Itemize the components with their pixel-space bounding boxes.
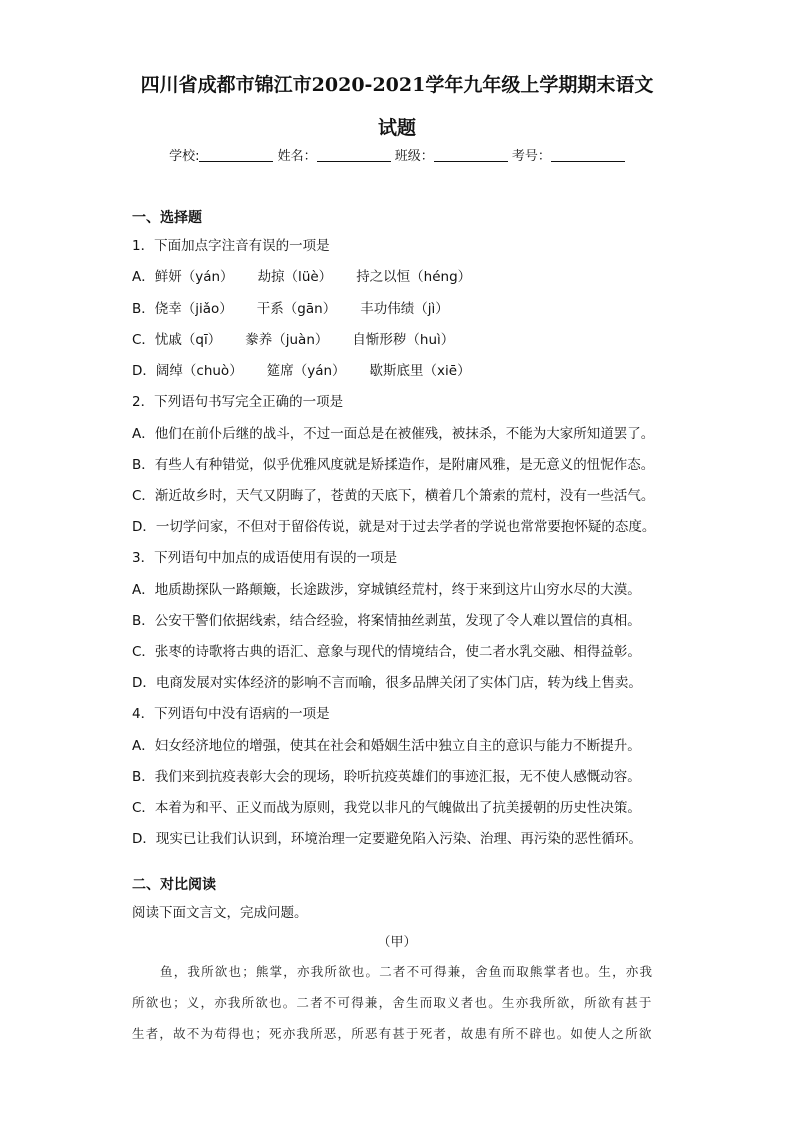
- question-3-stem: 3．下列语句中加点的成语使用有误的一项是: [132, 550, 398, 566]
- q3-option-b[interactable]: B．公安干警们依据线索，结合经验，将案情抽丝剥茧，发现了令人难以置信的真相。: [132, 613, 641, 629]
- q2-option-b[interactable]: B．有些人有种错觉，似乎优雅风度就是矫揉造作，是附庸风雅，是无意义的忸怩作态。: [132, 457, 655, 473]
- section-heading-choice: 一、选择题: [132, 210, 202, 226]
- q4-option-c[interactable]: C．本着为和平、正义而战为原则，我党以非凡的气魄做出了抗美援朝的历史性决策。: [132, 800, 641, 816]
- section-heading-reading: 二、对比阅读: [132, 877, 216, 893]
- passage-subtitle: （甲）: [377, 935, 417, 950]
- passage-line-1: 鱼，我所欲也；熊掌，亦我所欲也。二者不可得兼，舍鱼而取熊掌者也。生，亦我: [160, 964, 654, 979]
- class-blank[interactable]: [434, 149, 508, 162]
- page-title-line1: 四川省成都市锦江市2020-2021学年九年级上学期期末语文: [140, 74, 654, 96]
- q1-option-c[interactable]: C．忧戚（qī） 豢养（juàn） 自惭形秽（huì）: [132, 332, 455, 348]
- school-label: 学校:: [169, 149, 200, 164]
- number-label: 考号：: [511, 149, 551, 164]
- q4-option-a[interactable]: A．妇女经济地位的增强，使其在社会和婚姻生活中独立自主的意识与能力不断提升。: [132, 738, 641, 754]
- q1-option-a[interactable]: A．鲜妍（yán） 劫掠（lüè） 持之以恒（héng）: [132, 269, 472, 285]
- page-title-line2: 试题: [377, 117, 416, 139]
- q4-option-d[interactable]: D．现实已让我们认识到，环境治理一定要避免陷入污染、治理、再污染的恶性循环。: [132, 831, 642, 847]
- q2-option-d[interactable]: D．一切学问家，不但对于留俗传说，就是对于过去学者的学说也常常要抱怀疑的态度。: [132, 519, 656, 535]
- question-1-stem: 1．下面加点字注音有误的一项是: [132, 238, 330, 254]
- school-blank[interactable]: [199, 149, 273, 162]
- q3-option-d[interactable]: D．电商发展对实体经济的影响不言而喻，很多品牌关闭了实体门店，转为线上售卖。: [132, 675, 642, 691]
- q3-option-a[interactable]: A．地质勘探队一路颠簸，长途跋涉，穿城镇经荒村，终于来到这片山穷水尽的大漠。: [132, 582, 641, 598]
- q3-option-c[interactable]: C．张枣的诗歌将古典的语汇、意象与现代的情境结合，使二者水乳交融、相得益彰。: [132, 644, 641, 660]
- number-blank[interactable]: [551, 149, 625, 162]
- passage-line-3: 生者，故不为苟得也；死亦我所恶，所恶有甚于死者，故患有所不辟也。如使人之所欲: [132, 1026, 653, 1041]
- q2-option-a[interactable]: A．他们在前仆后继的战斗，不过一面总是在被催残，被抹杀，不能为大家所知道罢了。: [132, 426, 655, 442]
- q1-option-b[interactable]: B．侥幸（jiǎo） 干系（gān） 丰功伟绩（jì）: [132, 301, 449, 317]
- reading-instruction: 阅读下面文言文，完成问题。: [132, 905, 308, 921]
- class-label: 班级：: [394, 149, 434, 164]
- student-info-row: [0, 145, 794, 164]
- passage-line-2: 所欲也；义，亦我所欲也。二者不可得兼，舍生而取义者也。生亦我所欲，所欲有甚于: [132, 995, 653, 1010]
- q2-option-c[interactable]: C．渐近故乡时，天气又阴晦了，苍黄的天底下，横着几个箫索的荒村，没有一些活气。: [132, 488, 655, 504]
- name-blank[interactable]: [317, 149, 391, 162]
- q4-option-b[interactable]: B．我们来到抗疫表彰大会的现场，聆听抗疫英雄们的事迹汇报，无不使人感慨动容。: [132, 769, 641, 785]
- name-label: 姓名：: [277, 149, 317, 164]
- question-2-stem: 2．下列语句书写完全正确的一项是: [132, 394, 344, 410]
- q1-option-d[interactable]: D．阔绰（chuò） 筵席（yán） 歇斯底里（xiē）: [132, 363, 471, 379]
- question-4-stem: 4．下列语句中没有语病的一项是: [132, 706, 330, 722]
